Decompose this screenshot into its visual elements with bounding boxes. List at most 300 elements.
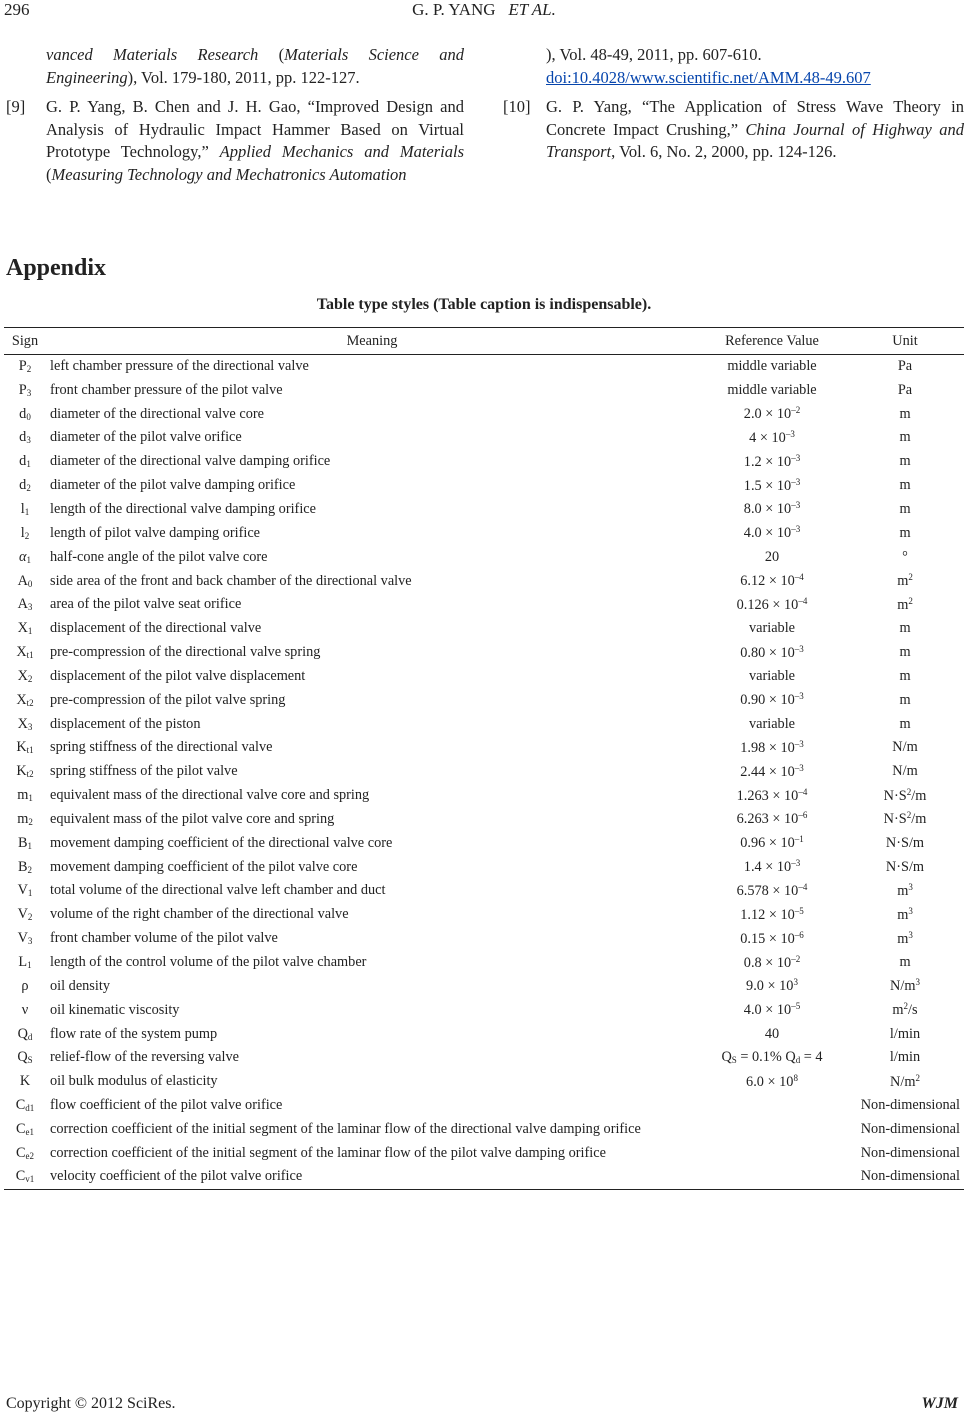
table-row bbox=[4, 736, 964, 760]
cell-unit bbox=[846, 474, 964, 498]
cell-reference bbox=[698, 784, 846, 808]
cell-unit bbox=[846, 951, 964, 975]
cell-unit bbox=[846, 927, 964, 951]
sign-subscript: 1 bbox=[27, 626, 33, 637]
cell-meaning: diameter of the pilot valve orifice bbox=[50, 429, 242, 446]
value-text: 1.2 × 10 bbox=[743, 453, 792, 470]
cell-meaning: flow rate of the system pump bbox=[50, 1025, 218, 1042]
table-row bbox=[4, 426, 964, 450]
sign-subscript: 3 bbox=[26, 387, 32, 398]
unit-text: Pa bbox=[897, 358, 913, 375]
table-row bbox=[4, 760, 964, 784]
unit-exponent: 2 bbox=[903, 1001, 909, 1012]
value-text: 1.263 × 10 bbox=[736, 787, 799, 804]
cell-meaning: length of pilot valve damping orifice bbox=[50, 524, 261, 541]
sign-symbol: X bbox=[16, 644, 27, 661]
cell-sign bbox=[4, 521, 46, 545]
cell-sign bbox=[4, 641, 46, 665]
cell-sign bbox=[4, 879, 46, 903]
cell-unit bbox=[846, 569, 964, 593]
journal-abbrev: WJM bbox=[921, 1395, 958, 1412]
cell-reference bbox=[698, 1118, 846, 1142]
table-row bbox=[4, 593, 964, 617]
copyright: Copyright © 2012 SciRes. bbox=[6, 1395, 176, 1412]
sign-symbol: C bbox=[15, 1168, 26, 1185]
sign-symbol: K bbox=[16, 763, 27, 780]
value-text: 2.44 × 10 bbox=[740, 763, 795, 780]
sign-subscript: v1 bbox=[25, 1174, 35, 1185]
table-row bbox=[4, 355, 964, 379]
table-row bbox=[4, 1141, 964, 1165]
cell-unit bbox=[846, 1022, 964, 1046]
sign-symbol: B bbox=[17, 858, 28, 875]
value-text: 0.80 × 10 bbox=[740, 644, 795, 661]
cell-meaning: pre-compression of the directional valve spring bbox=[50, 644, 321, 661]
sign-symbol: Q bbox=[17, 1049, 28, 1066]
unit-suffix: /m bbox=[911, 787, 927, 804]
value-exponent: –3 bbox=[794, 643, 804, 654]
cell-unit bbox=[846, 402, 964, 426]
cell-sign bbox=[4, 1094, 46, 1118]
sign-symbol: C bbox=[15, 1144, 26, 1161]
cell-unit bbox=[846, 355, 964, 379]
sign-subscript: e2 bbox=[25, 1150, 35, 1161]
unit-text: Pa bbox=[897, 381, 913, 398]
value-text: middle variable bbox=[727, 358, 817, 375]
unit-text: N/m bbox=[890, 978, 916, 995]
sign-subscript: 2 bbox=[26, 364, 32, 375]
cell-reference bbox=[698, 1070, 846, 1094]
sign-subscript: 2 bbox=[26, 483, 31, 494]
cell-sign bbox=[4, 1141, 46, 1165]
sign-subscript: t1 bbox=[26, 745, 34, 756]
cell-meaning: half-cone angle of the pilot valve core bbox=[50, 548, 268, 565]
cell-sign bbox=[4, 450, 46, 474]
value-exponent: –1 bbox=[794, 834, 804, 845]
value-exponent: –3 bbox=[791, 500, 801, 511]
unit-exponent: 2 bbox=[908, 595, 913, 606]
unit-exponent: 3 bbox=[915, 977, 920, 988]
table-row bbox=[4, 474, 964, 498]
cell-unit bbox=[846, 760, 964, 784]
value-exponent: –3 bbox=[794, 691, 804, 702]
unit-text: m bbox=[899, 620, 911, 637]
cell-sign bbox=[4, 593, 46, 617]
cell-unit bbox=[846, 808, 964, 832]
cell-reference bbox=[698, 760, 846, 784]
cell-sign bbox=[4, 1165, 46, 1189]
table-row bbox=[4, 498, 964, 522]
cell-meaning: diameter of the directional valve core bbox=[50, 405, 264, 422]
sign-subscript: 3 bbox=[27, 602, 33, 613]
cell-unit bbox=[846, 974, 964, 998]
sign-subscript: 1 bbox=[26, 554, 31, 565]
value-exponent: –3 bbox=[791, 524, 801, 535]
cell-meaning: side area of the front and back chamber of the directional valve bbox=[50, 572, 412, 589]
unit-text: m bbox=[897, 596, 909, 613]
unit-suffix: /m bbox=[911, 811, 927, 828]
cell-reference bbox=[698, 593, 846, 617]
value-text: 0.15 × 10 bbox=[740, 930, 795, 947]
sign-symbol: A bbox=[17, 596, 28, 613]
unit-suffix: /s bbox=[908, 1002, 918, 1019]
cell-unit bbox=[846, 1094, 964, 1118]
sign-symbol: V bbox=[17, 882, 28, 899]
cell-reference bbox=[698, 736, 846, 760]
cell-unit bbox=[846, 1046, 964, 1070]
value-exponent: –2 bbox=[791, 953, 801, 964]
cell-sign bbox=[4, 355, 46, 379]
cell-reference bbox=[698, 521, 846, 545]
value-text: 1.4 × 10 bbox=[743, 859, 792, 876]
unit-text: m bbox=[899, 667, 911, 684]
value-text: 1.12 × 10 bbox=[740, 906, 795, 923]
cell-reference bbox=[698, 688, 846, 712]
unit-text: m bbox=[899, 644, 911, 661]
sign-subscript: 1 bbox=[27, 840, 33, 851]
cell-sign bbox=[4, 712, 46, 736]
table-row bbox=[4, 617, 964, 641]
sign-symbol: V bbox=[17, 930, 28, 947]
sign-symbol: l bbox=[20, 500, 25, 517]
cell-meaning: equivalent mass of the directional valve core and spring bbox=[50, 787, 370, 804]
cell-sign bbox=[4, 951, 46, 975]
cell-sign bbox=[4, 1070, 46, 1094]
unit-exponent: 3 bbox=[908, 905, 913, 916]
table-row bbox=[4, 903, 964, 927]
reference-number: [9] bbox=[6, 97, 26, 116]
unit-text: ° bbox=[902, 548, 908, 565]
cell-sign bbox=[4, 426, 46, 450]
unit-text: m bbox=[899, 405, 911, 422]
cell-meaning: spring stiffness of the pilot valve bbox=[50, 763, 238, 780]
cell-reference bbox=[698, 927, 846, 951]
column-header-meaning: Meaning bbox=[46, 328, 698, 355]
cell-reference bbox=[698, 808, 846, 832]
cell-sign bbox=[4, 664, 46, 688]
value-exponent: 3 bbox=[793, 977, 798, 988]
cell-reference bbox=[698, 855, 846, 879]
unit-text: Non-dimensional bbox=[860, 1097, 960, 1114]
sign-symbol: P bbox=[18, 358, 27, 375]
cell-unit bbox=[846, 879, 964, 903]
running-head bbox=[0, 0, 968, 20]
cell-reference bbox=[698, 426, 846, 450]
value-exponent: –4 bbox=[798, 595, 808, 606]
unit-exponent: 2 bbox=[906, 786, 912, 797]
cell-sign bbox=[4, 1022, 46, 1046]
sign-subscript: S bbox=[27, 1055, 33, 1066]
cell-reference bbox=[698, 903, 846, 927]
sign-symbol: d bbox=[19, 405, 27, 422]
cell-sign bbox=[4, 688, 46, 712]
sign-subscript: e1 bbox=[25, 1126, 35, 1137]
value-exponent: –3 bbox=[794, 762, 804, 773]
sign-subscript: t1 bbox=[26, 650, 34, 661]
cell-sign bbox=[4, 617, 46, 641]
cell-reference bbox=[698, 617, 846, 641]
sign-subscript: t2 bbox=[26, 697, 34, 708]
sign-subscript: 2 bbox=[24, 530, 30, 541]
table-row bbox=[4, 712, 964, 736]
value-subscript: d bbox=[795, 1055, 801, 1066]
cell-reference bbox=[698, 998, 846, 1022]
value-exponent: –6 bbox=[794, 929, 804, 940]
sign-symbol: m bbox=[17, 810, 29, 827]
table-row bbox=[4, 545, 964, 569]
cell-meaning: total volume of the directional valve left chamber and duct bbox=[50, 882, 386, 899]
sign-subscript: 2 bbox=[28, 816, 33, 827]
unit-text: l/min bbox=[889, 1025, 921, 1042]
unit-text: m bbox=[897, 906, 909, 923]
cell-sign bbox=[4, 474, 46, 498]
value-text: 0.8 × 10 bbox=[743, 954, 792, 971]
value-exponent: –5 bbox=[794, 905, 804, 916]
cell-unit bbox=[846, 1141, 964, 1165]
unit-text: m bbox=[897, 573, 909, 590]
table-row bbox=[4, 1046, 964, 1070]
cell-meaning: pre-compression of the pilot valve spring bbox=[50, 691, 286, 708]
unit-text: m bbox=[899, 477, 911, 494]
table-row bbox=[4, 998, 964, 1022]
running-head-etal: ET AL. bbox=[508, 0, 556, 19]
value-text: 0.126 × 10 bbox=[736, 596, 799, 613]
unit-text: m bbox=[897, 930, 909, 947]
cell-meaning: relief-flow of the reversing valve bbox=[50, 1049, 239, 1066]
unit-text: N/m bbox=[892, 763, 918, 780]
value-text: 4.0 × 10 bbox=[743, 1002, 792, 1019]
unit-text: m bbox=[899, 691, 911, 708]
value-exponent: –5 bbox=[791, 1001, 801, 1012]
sign-symbol: C bbox=[15, 1097, 26, 1114]
cell-sign bbox=[4, 1118, 46, 1142]
value-text: 6.12 × 10 bbox=[740, 573, 795, 590]
cell-sign bbox=[4, 974, 46, 998]
cell-sign bbox=[4, 402, 46, 426]
cell-meaning: diameter of the pilot valve damping orifice bbox=[50, 477, 296, 494]
cell-reference bbox=[698, 1022, 846, 1046]
cell-sign bbox=[4, 378, 46, 402]
value-text: middle variable bbox=[727, 381, 817, 398]
cell-meaning: correction coefficient of the initial segment of the laminar flow of the pilot valve damping orifice bbox=[50, 1144, 606, 1161]
table-row bbox=[4, 569, 964, 593]
cell-sign bbox=[4, 784, 46, 808]
sign-subscript: 0 bbox=[27, 578, 33, 589]
table-row bbox=[4, 402, 964, 426]
unit-text: N/m bbox=[892, 739, 918, 756]
cell-reference bbox=[698, 402, 846, 426]
sign-symbol: d bbox=[19, 453, 27, 470]
unit-text: N·S bbox=[883, 787, 907, 804]
table-row bbox=[4, 784, 964, 808]
sign-symbol: α bbox=[18, 548, 27, 565]
unit-text: Non-dimensional bbox=[860, 1168, 960, 1185]
cell-meaning: displacement of the directional valve bbox=[50, 620, 262, 637]
value-text: 6.0 × 10 bbox=[746, 1073, 794, 1090]
cell-reference bbox=[698, 498, 846, 522]
appendix-heading: Appendix bbox=[6, 255, 107, 281]
cell-sign bbox=[4, 831, 46, 855]
cell-reference bbox=[698, 641, 846, 665]
cell-sign bbox=[4, 498, 46, 522]
table-row bbox=[4, 1070, 964, 1094]
table-row bbox=[4, 831, 964, 855]
cell-meaning: oil kinematic viscosity bbox=[50, 1001, 180, 1018]
unit-text: N/m bbox=[890, 1073, 916, 1090]
reference-9-continued: ), Vol. 48-49, 2011, pp. 607-610. doi:10.4028/www.scientific.net/AMM.48-49.607 bbox=[546, 45, 871, 87]
sign-symbol: L bbox=[18, 954, 28, 971]
unit-text: m bbox=[899, 453, 911, 470]
table-body bbox=[4, 355, 964, 1190]
cell-unit bbox=[846, 784, 964, 808]
cell-unit bbox=[846, 378, 964, 402]
value-text: 6.263 × 10 bbox=[736, 811, 799, 828]
parameter-table bbox=[4, 327, 964, 1190]
sign-subscript: 1 bbox=[27, 960, 32, 971]
cell-sign bbox=[4, 545, 46, 569]
cell-unit bbox=[846, 736, 964, 760]
value-text: = 0.1% Q bbox=[736, 1049, 796, 1066]
references-right-column bbox=[503, 44, 964, 171]
cell-unit bbox=[846, 617, 964, 641]
sign-symbol: K bbox=[16, 739, 27, 756]
table-row bbox=[4, 1022, 964, 1046]
cell-unit bbox=[846, 688, 964, 712]
unit-text: m bbox=[899, 715, 911, 732]
sign-symbol: V bbox=[17, 906, 28, 923]
cell-meaning: flow coefficient of the pilot valve orifice bbox=[50, 1097, 283, 1114]
value-exponent: –4 bbox=[798, 881, 808, 892]
unit-text: m bbox=[892, 1002, 904, 1019]
cell-meaning: movement damping coefficient of the directional valve core bbox=[50, 834, 393, 851]
value-exponent: –3 bbox=[785, 428, 795, 439]
unit-exponent: 3 bbox=[908, 929, 913, 940]
unit-text: N·S/m bbox=[885, 858, 925, 875]
cell-unit bbox=[846, 712, 964, 736]
sign-symbol: A bbox=[17, 572, 28, 589]
cell-reference bbox=[698, 1046, 846, 1070]
sign-subscript: 1 bbox=[24, 506, 30, 517]
cell-meaning: oil density bbox=[50, 977, 110, 994]
cell-meaning: length of the directional valve damping orifice bbox=[50, 500, 316, 517]
cell-meaning: displacement of the pilot valve displacement bbox=[50, 667, 306, 684]
unit-exponent: 3 bbox=[908, 881, 913, 892]
value-text: 0.90 × 10 bbox=[740, 692, 795, 709]
sign-symbol: P bbox=[18, 381, 27, 398]
references-left-column bbox=[6, 44, 464, 193]
table-row bbox=[4, 1118, 964, 1142]
sign-subscript: d1 bbox=[25, 1103, 35, 1114]
running-head-authors: G. P. YANG bbox=[412, 0, 496, 19]
value-exponent: –2 bbox=[791, 405, 801, 416]
unit-text: N·S bbox=[883, 811, 907, 828]
unit-exponent: 2 bbox=[908, 572, 913, 583]
unit-exponent: 2 bbox=[915, 1072, 920, 1083]
table-row bbox=[4, 974, 964, 998]
unit-text: N·S/m bbox=[885, 834, 925, 851]
sign-symbol: C bbox=[15, 1120, 26, 1137]
doi-link[interactable]: doi:10.4028/www.scientific.net/AMM.48-49.607 bbox=[546, 67, 871, 87]
unit-text: m bbox=[899, 429, 911, 446]
value-text: 40 bbox=[764, 1025, 780, 1042]
sign-symbol: d bbox=[19, 477, 27, 494]
cell-unit bbox=[846, 903, 964, 927]
sign-symbol: B bbox=[17, 834, 28, 851]
reference-continued: vanced Materials Research (Materials Science and Engineering), Vol. 179-180, 2011, pp. 122-127. bbox=[46, 45, 464, 87]
cell-meaning: equivalent mass of the pilot valve core and spring bbox=[50, 810, 335, 827]
value-exponent: –3 bbox=[791, 452, 801, 463]
value-exponent: 8 bbox=[793, 1072, 798, 1083]
sign-subscript: d bbox=[27, 1031, 33, 1042]
sign-subscript: 3 bbox=[27, 721, 33, 732]
cell-unit bbox=[846, 855, 964, 879]
cell-reference bbox=[698, 1141, 846, 1165]
unit-text: Non-dimensional bbox=[860, 1144, 960, 1161]
cell-meaning: correction coefficient of the initial segment of the laminar flow of the directional valve damping orifice bbox=[50, 1120, 641, 1137]
unit-exponent: 2 bbox=[906, 810, 912, 821]
sign-subscript: 0 bbox=[26, 411, 31, 422]
sign-subscript: 1 bbox=[26, 459, 31, 470]
cell-reference bbox=[698, 378, 846, 402]
table-row bbox=[4, 641, 964, 665]
value-text: 9.0 × 10 bbox=[746, 978, 794, 995]
value-text: 4 × 10 bbox=[749, 429, 786, 446]
table-row bbox=[4, 1094, 964, 1118]
value-text: = 4 bbox=[800, 1049, 823, 1066]
value-text: variable bbox=[748, 620, 796, 637]
unit-text: l/min bbox=[889, 1049, 921, 1066]
value-subscript: S bbox=[731, 1055, 737, 1066]
cell-unit bbox=[846, 521, 964, 545]
sign-subscript: 3 bbox=[26, 435, 31, 446]
page-header bbox=[0, 0, 968, 30]
page-number: 296 bbox=[4, 0, 30, 19]
sign-symbol: Q bbox=[17, 1025, 28, 1042]
table-row bbox=[4, 450, 964, 474]
cell-sign bbox=[4, 569, 46, 593]
cell-meaning: front chamber volume of the pilot valve bbox=[50, 930, 278, 947]
sign-symbol: m bbox=[17, 787, 29, 804]
value-text: 6.578 × 10 bbox=[736, 882, 799, 899]
table-header-row bbox=[4, 328, 964, 355]
cell-sign bbox=[4, 736, 46, 760]
unit-text: m bbox=[897, 882, 909, 899]
sign-symbol: ρ bbox=[21, 977, 29, 994]
unit-text: m bbox=[899, 524, 911, 541]
table-row bbox=[4, 664, 964, 688]
cell-sign bbox=[4, 808, 46, 832]
cell-unit bbox=[846, 498, 964, 522]
cell-reference bbox=[698, 545, 846, 569]
cell-unit bbox=[846, 1165, 964, 1189]
sign-subscript: 1 bbox=[28, 793, 33, 804]
sign-subscript: 2 bbox=[27, 673, 33, 684]
cell-meaning: left chamber pressure of the directional valve bbox=[50, 358, 309, 375]
value-exponent: –3 bbox=[791, 858, 801, 869]
table-row bbox=[4, 927, 964, 951]
sign-subscript: 3 bbox=[27, 936, 33, 947]
cell-meaning: oil bulk modulus of elasticity bbox=[50, 1073, 218, 1090]
sign-symbol: X bbox=[16, 691, 27, 708]
cell-unit bbox=[846, 593, 964, 617]
cell-reference bbox=[698, 1094, 846, 1118]
value-exponent: –3 bbox=[791, 476, 801, 487]
cell-reference bbox=[698, 664, 846, 688]
unit-text: Non-dimensional bbox=[860, 1120, 960, 1137]
column-header-unit: Unit bbox=[846, 328, 964, 355]
table-row bbox=[4, 855, 964, 879]
cell-unit bbox=[846, 831, 964, 855]
